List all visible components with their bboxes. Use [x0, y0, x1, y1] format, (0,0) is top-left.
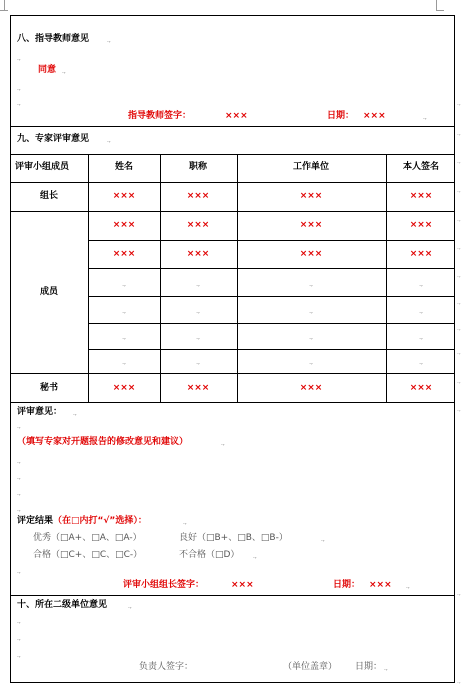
para-mark: .,	[17, 458, 21, 465]
leader-signature: ×××	[409, 191, 433, 201]
row-end-mark: .,	[457, 406, 461, 413]
cell-mark: .,	[419, 308, 423, 315]
signer-label: 负责人签字：	[139, 662, 194, 672]
para-mark: .,	[17, 506, 21, 513]
advisor-sign-value: ×××	[225, 111, 248, 121]
para-mark: .,	[423, 114, 427, 121]
row-end-mark: .,	[457, 325, 461, 332]
leader-sign-label: 评审小组组长签字：	[123, 580, 205, 590]
leader-name: ×××	[112, 191, 136, 201]
result-good: 良好（□B+、□B、□B-）	[179, 533, 288, 543]
para-mark: .,	[183, 519, 187, 526]
col-divider-4	[386, 154, 387, 402]
para-mark: .,	[107, 137, 111, 144]
crop-mark	[436, 10, 444, 11]
review-hint: （填写专家对开题报告的修改意见和建议）	[17, 437, 189, 447]
advisor-opinion: 同意	[38, 65, 57, 75]
row-end-mark: .,	[457, 678, 461, 685]
member1-workplace: ×××	[299, 220, 323, 230]
para-mark: .,	[17, 652, 21, 659]
member2-title: ×××	[186, 249, 210, 259]
unit-date-label: 日期：	[355, 662, 383, 672]
divider-section10	[11, 595, 454, 596]
row-end-mark: .,	[457, 299, 461, 306]
divider-member-1	[11, 211, 454, 212]
crop-mark	[4, 0, 5, 10]
para-mark: .,	[107, 37, 111, 44]
member2-workplace: ×××	[299, 249, 323, 259]
cell-mark: .,	[309, 359, 313, 366]
para-mark: .,	[384, 665, 388, 672]
para-mark: .,	[321, 536, 325, 543]
para-mark: .,	[17, 490, 21, 497]
divider-review	[11, 402, 454, 403]
divider-secretary	[11, 373, 454, 374]
header-panel-member: 评审小组成员	[15, 162, 70, 172]
col-divider-3	[237, 154, 238, 402]
advisor-date-label: 日期：	[327, 111, 355, 121]
result-row	[17, 515, 147, 527]
cell-mark: .,	[309, 281, 313, 288]
para-mark: .,	[406, 583, 410, 590]
row-end-mark: .,	[457, 100, 461, 107]
cell-mark: .,	[196, 359, 200, 366]
row-end-mark: .,	[457, 378, 461, 385]
row-end-mark: .,	[457, 590, 461, 597]
para-mark: .,	[253, 553, 257, 560]
cell-mark: .,	[122, 359, 126, 366]
header-title: 职称	[188, 162, 208, 172]
row-end-mark: .,	[457, 158, 461, 165]
advisor-sign-label: 指导教师签字：	[128, 111, 192, 121]
stamp-label: （单位盖章）	[283, 662, 338, 672]
leader-sign-value: ×××	[231, 580, 254, 590]
result-fail: 不合格（□D）	[179, 550, 240, 560]
para-mark: .,	[17, 423, 21, 430]
divider-leader	[11, 182, 454, 183]
para-mark: .,	[17, 618, 21, 625]
member2-name: ×××	[112, 249, 136, 259]
divider-member-3	[88, 268, 454, 269]
row-end-mark: .,	[457, 244, 461, 251]
cell-mark: .,	[309, 334, 313, 341]
cell-mark: .,	[122, 334, 126, 341]
row-end-mark: .,	[457, 272, 461, 279]
secretary-title: ×××	[186, 383, 210, 393]
crop-mark	[0, 10, 8, 11]
leader-label: 组长	[39, 191, 59, 201]
member1-signature: ×××	[409, 220, 433, 230]
member1-title: ×××	[186, 220, 210, 230]
cell-mark: .,	[122, 281, 126, 288]
crop-mark	[436, 0, 437, 10]
section8-title: 八、指导教师意见	[17, 34, 90, 44]
divider-table-header	[11, 154, 454, 155]
member2-signature: ×××	[409, 249, 433, 259]
para-mark: .,	[17, 100, 21, 107]
row-end-mark: .,	[457, 130, 461, 137]
cell-mark: .,	[419, 281, 423, 288]
review-date-value: ×××	[369, 580, 392, 590]
para-mark: .,	[17, 55, 21, 62]
para-mark: .,	[17, 568, 21, 575]
leader-title: ×××	[186, 191, 210, 201]
secretary-label: 秘书	[39, 383, 59, 393]
row-end-mark: .,	[457, 216, 461, 223]
para-mark: .,	[17, 474, 21, 481]
para-mark: .,	[62, 68, 66, 75]
header-workplace: 工作单位	[292, 162, 330, 172]
cell-mark: .,	[196, 334, 200, 341]
cell-mark: .,	[419, 334, 423, 341]
row-end-mark: .,	[457, 187, 461, 194]
divider-member-6	[88, 349, 454, 350]
cell-mark: .,	[122, 308, 126, 315]
member1-name: ×××	[112, 220, 136, 230]
cell-mark: .,	[196, 308, 200, 315]
para-mark: .,	[73, 410, 77, 417]
result-excellent: 优秀（□A+、□A、□A-）	[33, 533, 142, 543]
col-divider-1	[88, 154, 89, 402]
cell-mark: .,	[196, 281, 200, 288]
para-mark: .,	[17, 85, 21, 92]
secretary-workplace: ×××	[299, 383, 323, 393]
row-end-mark: .,	[457, 349, 461, 356]
members-label: 成员	[39, 287, 59, 297]
cell-mark: .,	[309, 308, 313, 315]
secretary-name: ×××	[112, 383, 136, 393]
review-label: 评审意见：	[17, 407, 63, 417]
leader-workplace: ×××	[299, 191, 323, 201]
divider-member-4	[88, 296, 454, 297]
header-name: 姓名	[114, 162, 134, 172]
secretary-signature: ×××	[409, 383, 433, 393]
result-hint: （在□内打“√”选择）：	[53, 516, 147, 526]
divider-member-2	[88, 240, 454, 241]
para-mark: .,	[221, 440, 225, 447]
para-mark: .,	[17, 635, 21, 642]
advisor-date-value: ×××	[363, 111, 386, 121]
section10-title: 十、所在二级单位意见	[17, 600, 108, 610]
para-mark: .,	[128, 603, 132, 610]
result-label: 评定结果	[17, 516, 54, 526]
review-date-label: 日期：	[333, 580, 361, 590]
col-divider-2	[160, 154, 161, 402]
divider-section9	[11, 126, 454, 127]
cell-mark: .,	[419, 359, 423, 366]
divider-member-5	[88, 323, 454, 324]
result-pass: 合格（□C+、□C、□C-）	[33, 550, 143, 560]
form-table	[10, 15, 455, 683]
section9-title: 九、专家评审意见	[17, 134, 90, 144]
header-signature: 本人签名	[402, 162, 440, 172]
